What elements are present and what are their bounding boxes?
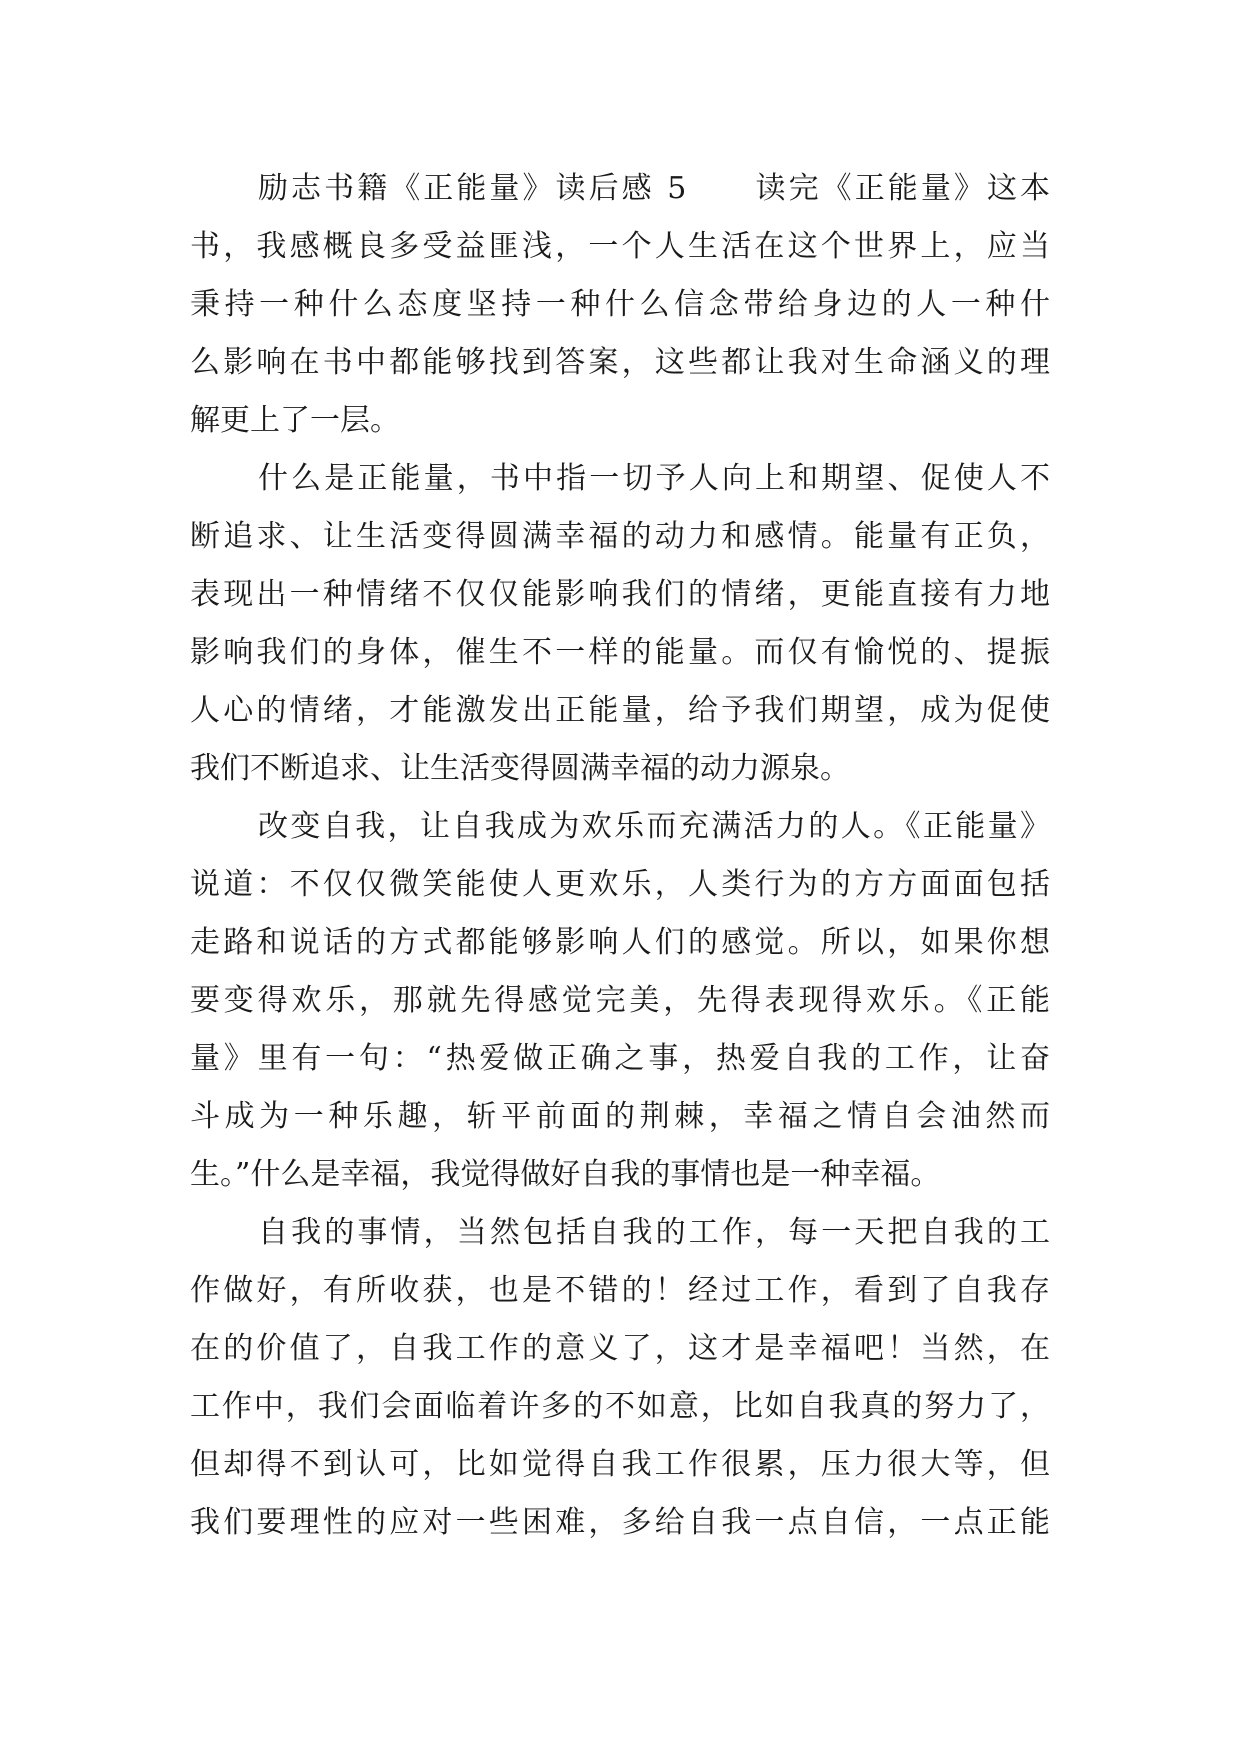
text-line: 改变自我，让自我成为欢乐而充满活力的人。《正能量》 [258, 809, 1050, 844]
text-line: 在的价值了，自我工作的意义了，这才是幸福吧！当然，在 [190, 1331, 1050, 1366]
text-line: 解更上了一层。 [190, 403, 400, 438]
text-line: 说道：不仅仅微笑能使人更欢乐，人类行为的方方面面包括 [190, 867, 1050, 902]
text-line: 量》里有一句：“热爱做正确之事，热爱自我的工作，让奋 [190, 1041, 1050, 1076]
text-line: 作做好，有所收获，也是不错的！经过工作，看到了自我存 [190, 1273, 1050, 1308]
text-line: 什么是正能量，书中指一切予人向上和期望、促使人不 [258, 461, 1050, 496]
text-line: 书，我感概良多受益匪浅，一个人生活在这个世界上，应当 [190, 229, 1050, 264]
text-line: 斗成为一种乐趣，斩平前面的荆棘，幸福之情自会油然而 [190, 1099, 1050, 1134]
text-line: 走路和说话的方式都能够影响人们的感觉。所以，如果你想 [190, 925, 1050, 960]
text-line: 我们要理性的应对一些困难，多给自我一点自信，一点正能 [190, 1505, 1050, 1540]
text-line: 秉持一种什么态度坚持一种什么信念带给身边的人一种什 [190, 287, 1050, 322]
text-line: 人心的情绪，才能激发出正能量，给予我们期望，成为促使 [190, 693, 1050, 728]
text-line: 影响我们的身体，催生不一样的能量。而仅有愉悦的、提振 [190, 635, 1050, 670]
text-line: 么影响在书中都能够找到答案，这些都让我对生命涵义的理 [190, 345, 1050, 380]
text-line: 但却得不到认可，比如觉得自我工作很累，压力很大等，但 [190, 1447, 1050, 1482]
body-text [190, 160, 1050, 1552]
text-line: 要变得欢乐，那就先得感觉完美，先得表现得欢乐。《正能 [190, 983, 1050, 1018]
text-line: 工作中，我们会面临着许多的不如意，比如自我真的努力了， [190, 1389, 1050, 1424]
text-line: 我们不断追求、让生活变得圆满幸福的动力源泉。 [190, 751, 850, 786]
text-line: 生。”什么是幸福，我觉得做好自我的事情也是一种幸福。 [190, 1157, 941, 1192]
text-line: 表现出一种情绪不仅仅能影响我们的情绪，更能直接有力地 [190, 577, 1050, 612]
text-line: 励志书籍《正能量》读后感 5 读完《正能量》这本 [258, 171, 1050, 206]
text-line: 自我的事情，当然包括自我的工作，每一天把自我的工 [258, 1215, 1050, 1250]
text-line: 断追求、让生活变得圆满幸福的动力和感情。能量有正负， [190, 519, 1050, 554]
